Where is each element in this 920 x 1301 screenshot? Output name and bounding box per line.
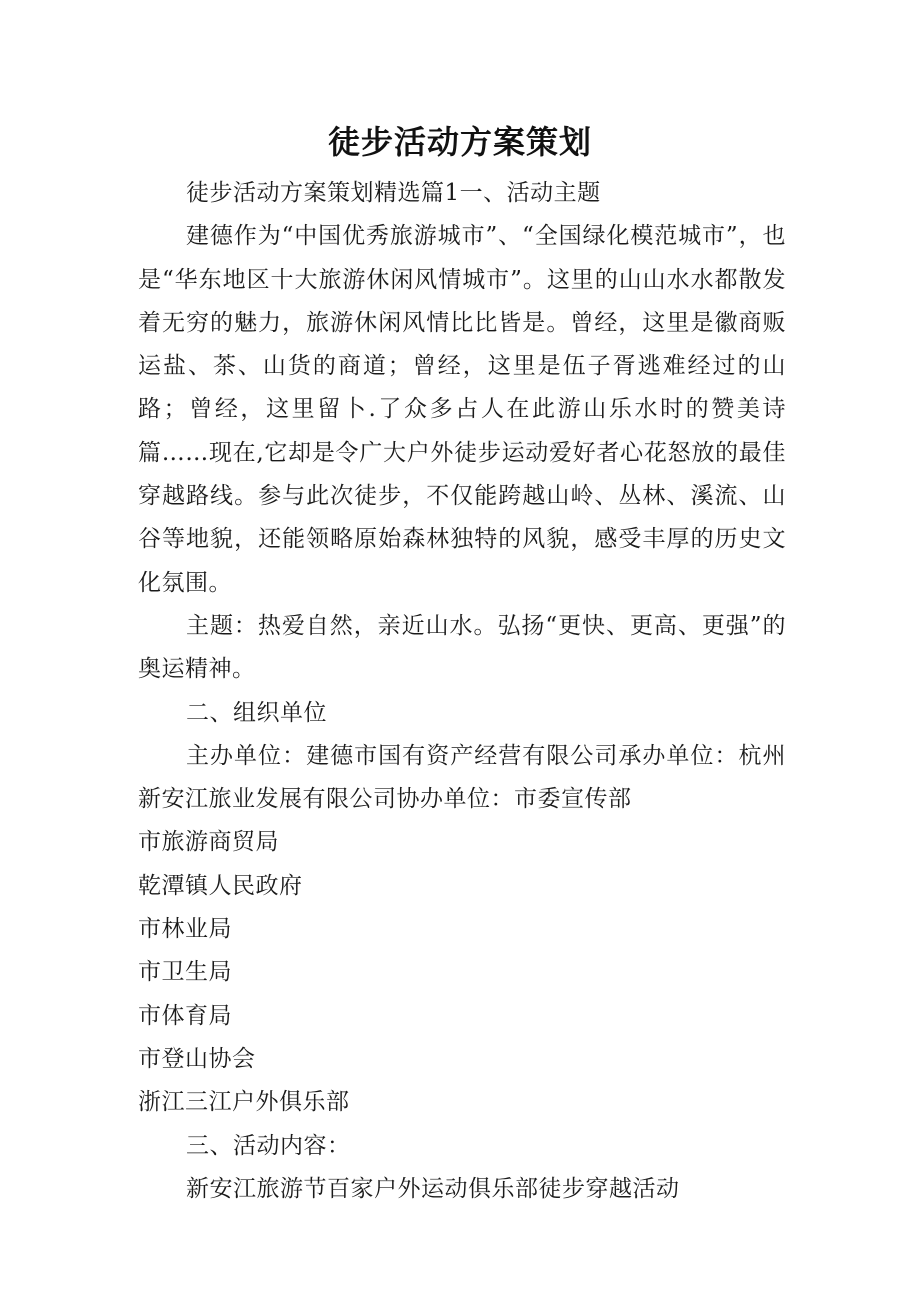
content-line: 新安江旅游节百家户外运动俱乐部徒步穿越活动 (186, 1175, 680, 1202)
organizers-paragraph: 主办单位：建德市国有资产经营有限公司承办单位：杭州新安江旅业发展有限公司协办单位：市委宣传部 (138, 742, 786, 813)
co-organizer-item: 乾潭镇人民政府 (138, 872, 303, 899)
co-organizer-item: 市林业局 (138, 916, 232, 943)
theme-paragraph: 主题：热爱自然，亲近山水。弘扬“更快、更高、更强”的奥运精神。 (138, 612, 786, 683)
subtitle-line: 徒步活动方案策划精选篇1一、活动主题 (186, 180, 601, 206)
co-organizer-item: 浙江三江户外俱乐部 (138, 1089, 350, 1116)
co-organizer-item: 市体育局 (138, 1002, 232, 1029)
intro-paragraph: 建德作为“中国优秀旅游城市”、“全国绿化模范城市”，也是“华东地区十大旅游休闲风情城市”。这里的山山水水都散发着无穷的魅力，旅游休闲风情比比皆是。曾经，这里是徽商贩运盐、茶、山货的商道；曾经，这里是伍子胥逃难经过的山路；曾经，这里留卜.了众多占人在此游山乐水时的赞美诗篇……现在,它却是令广大户外徒步运动爱好者心花怒放的最佳穿越路线。参与此次徒步，不仅能跨越山岭、丛林、溪流、山谷等地貌，还能领略原始森林独特的风貌，感受丰厚的历史文化氛围。 (138, 223, 786, 596)
co-organizer-item: 市登山协会 (138, 1045, 256, 1072)
co-organizer-item: 市卫生局 (138, 959, 232, 986)
document-title: 徒步活动方案策划 (327, 123, 592, 161)
document-body (138, 172, 786, 1211)
co-organizer-item: 市旅游商贸局 (138, 829, 279, 856)
section-heading-organizers: 二、组织单位 (186, 699, 327, 726)
section-heading-content: 三、活动内容： (186, 1132, 351, 1159)
